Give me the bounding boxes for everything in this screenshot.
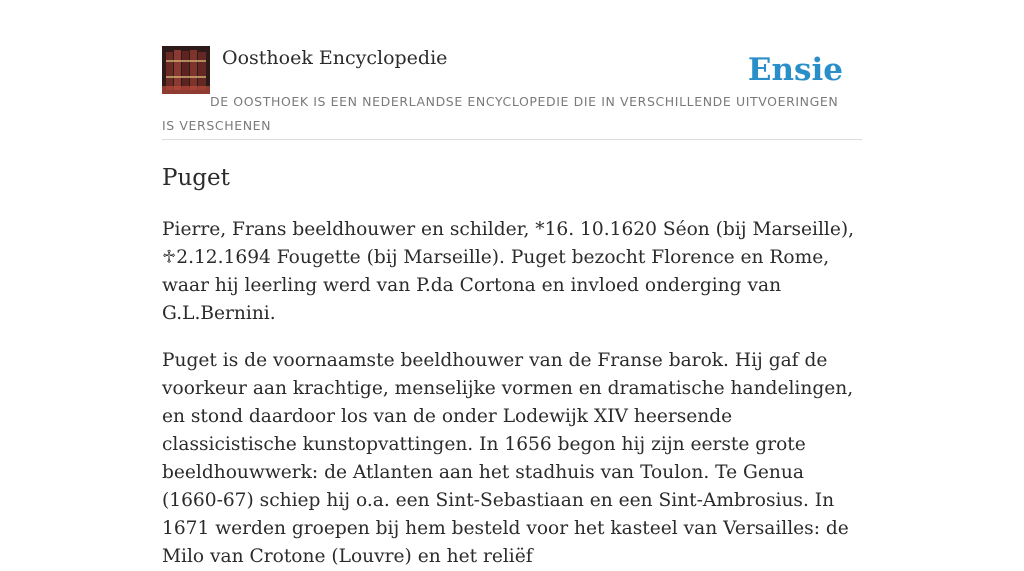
header-divider (162, 139, 862, 140)
encyclopedia-books-avatar[interactable] (162, 46, 210, 94)
books-image (162, 46, 210, 94)
article-paragraph: Pierre, Frans beeldhouwer en schilder, *16. 10.1620 Séon (bij Marseille), ♱2.12.1694 Fougette (bij Marseille). Puget bezocht Florence en Rome, waar hij leerling werd van P.da Cortona en invloed onderging van G.L.Bernini. (162, 219, 855, 324)
site-tagline: DE OOSTHOEK IS EEN NEDERLANDSE ENCYCLOPEDIE DIE IN VERSCHILLENDE UITVOERINGEN IS VERSCHENEN (162, 94, 839, 133)
article-paragraph: Puget is de voornaamste beeldhouwer van de Franse barok. Hij gaf de voorkeur aan krachtige, menselijke vormen en dramatische handelingen, en stond daardoor los van de onder Lodewijk XIV heersende classicistische kunstopvattingen. In 1656 begon hij zijn eerste grote beeldhouwwerk: de Atlanten aan het stadhuis van Toulon. Te Genua (1660-67) schiep hij o.a. een Sint-Sebastiaan en een Sint-Ambrosius. In 1671 werden groepen bij hem besteld voor het kasteel van Versailles: de Milo van Crotone (Louvre) en het reliëf (162, 350, 854, 567)
site-header (162, 46, 862, 140)
site-title[interactable]: Oosthoek Encyclopedie (222, 47, 448, 69)
article (162, 160, 862, 571)
article-title: Puget (162, 165, 230, 191)
ensie-logo[interactable]: Ensie (747, 52, 843, 88)
